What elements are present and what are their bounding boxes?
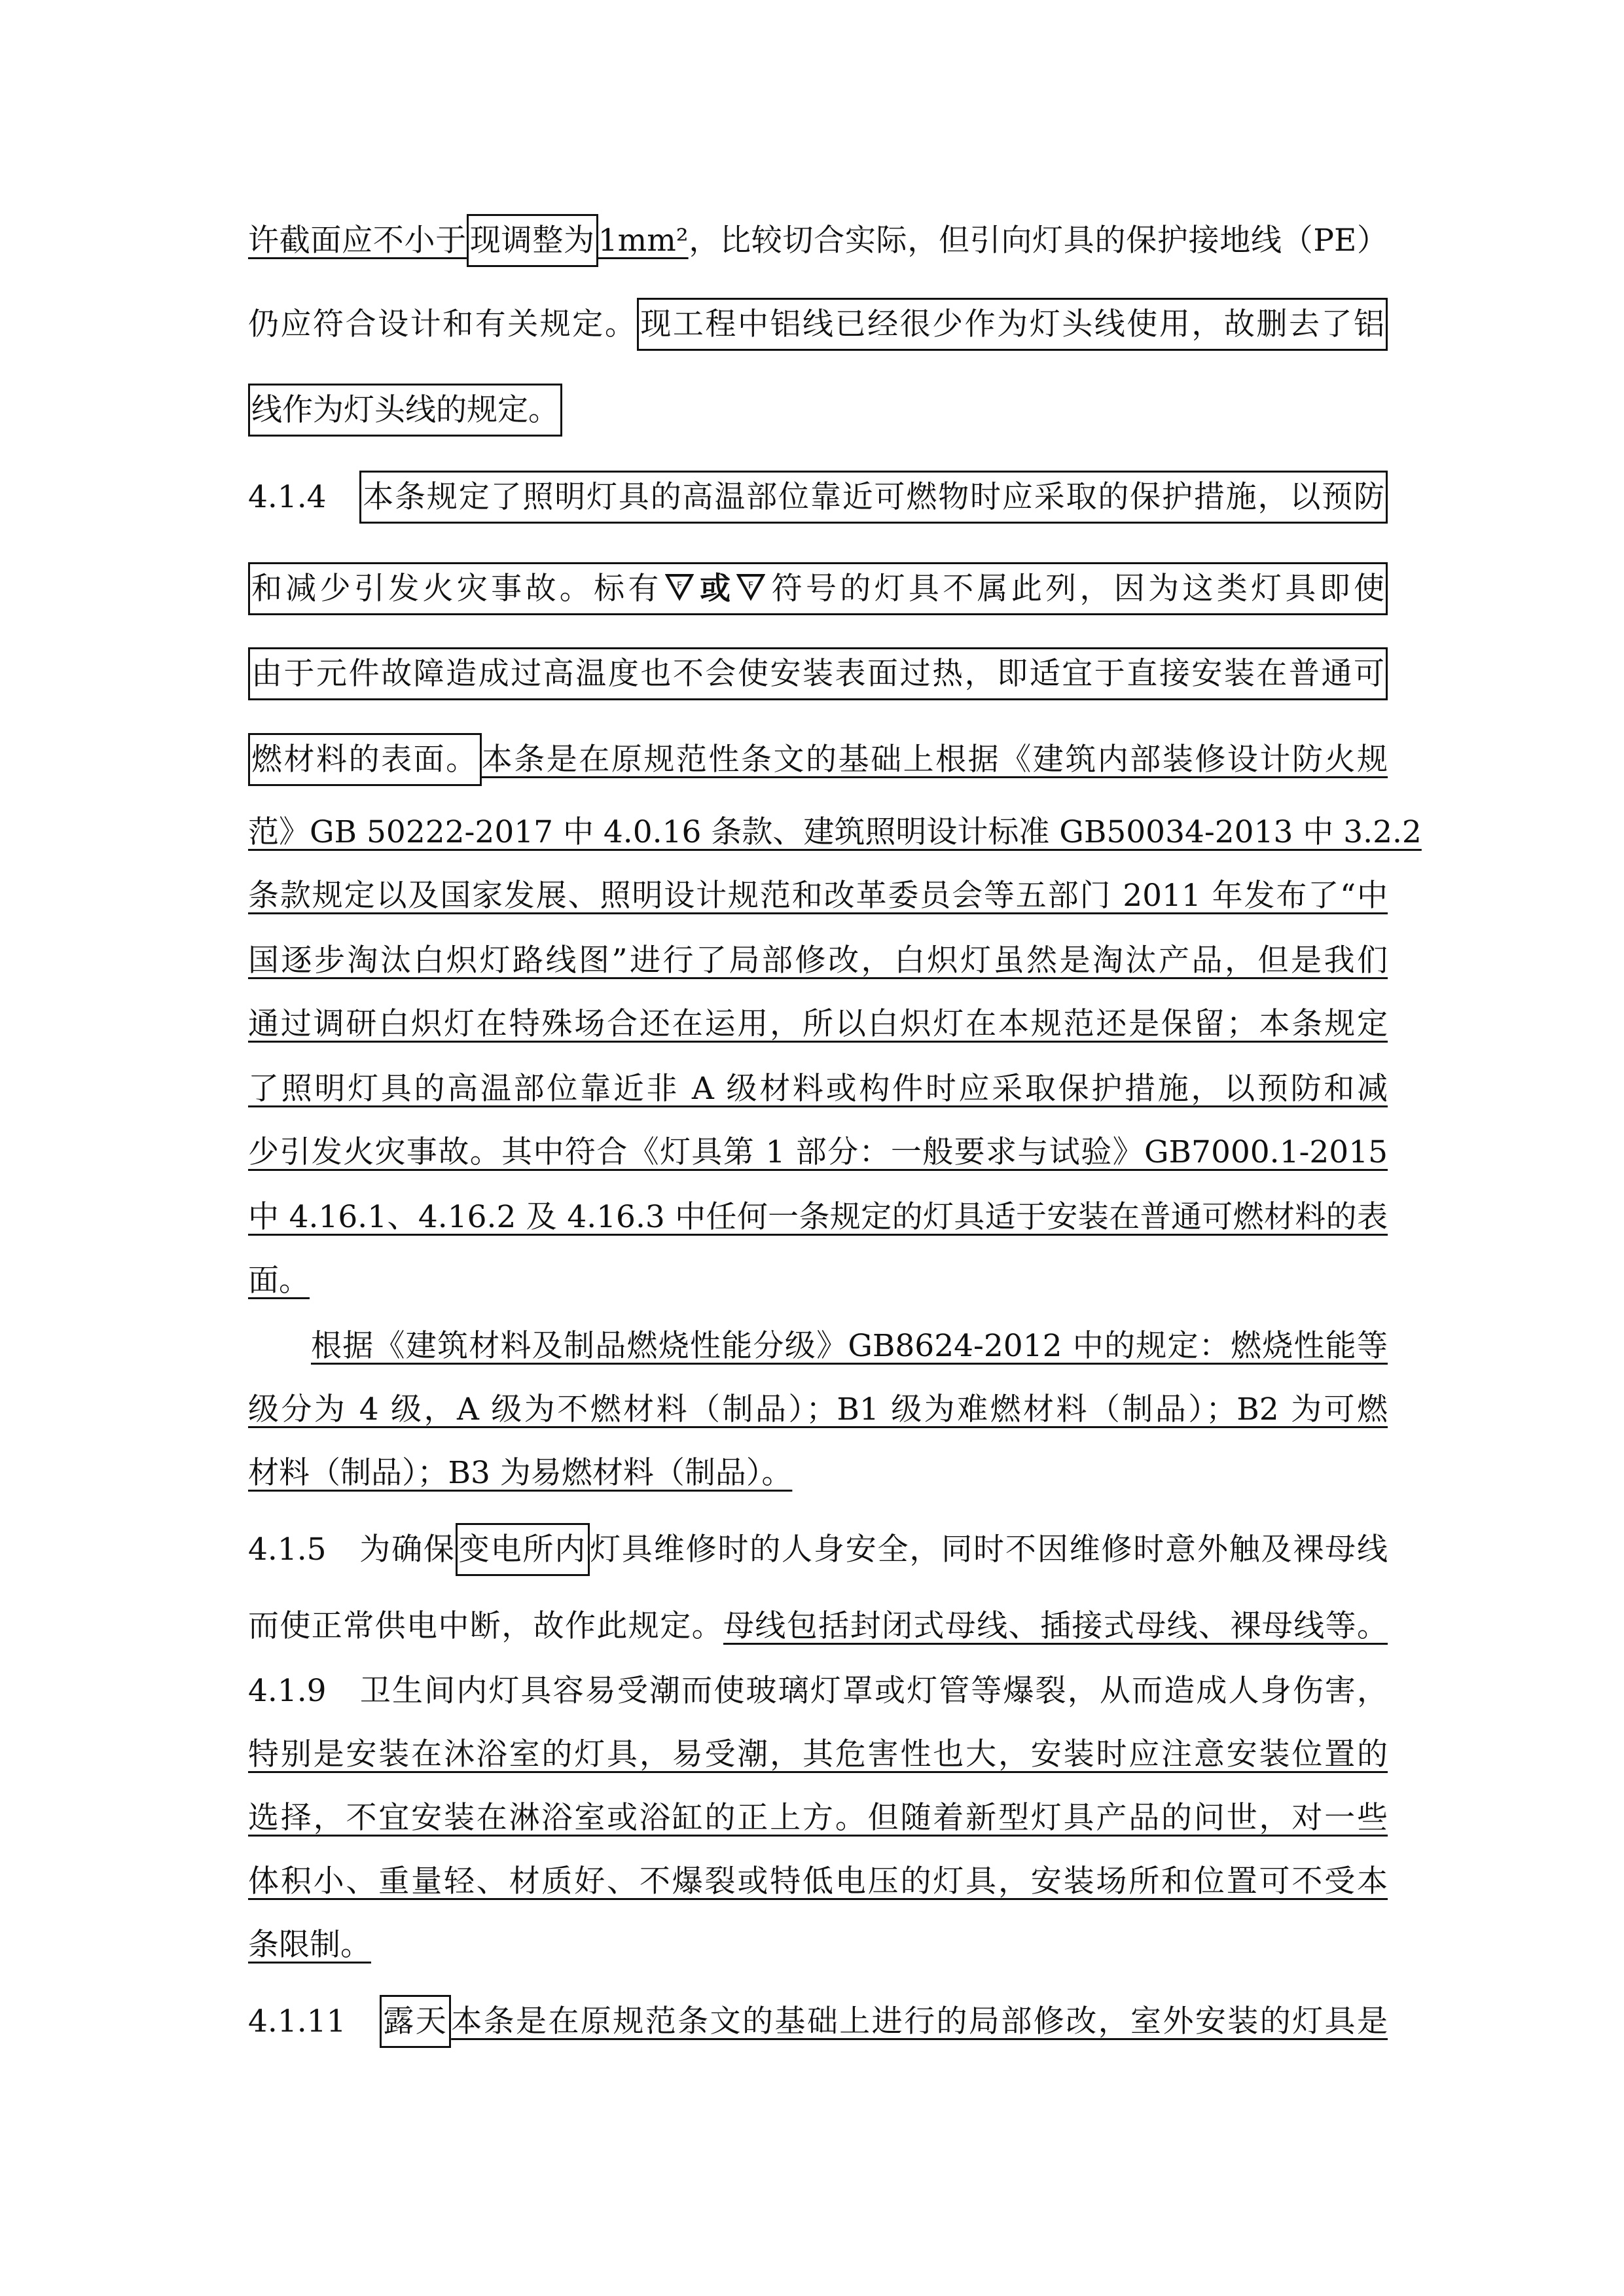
text-segment: 4.1.5 为确保	[248, 1532, 456, 1568]
underlined-text: 本条是在原规范性条文的基础上根据《建筑内部装修设计防火规	[481, 742, 1388, 778]
underlined-text: 级分为 4 级，A 级为不燃材料（制品）；B1 级为难燃材料（制品）；B2 为可燃	[248, 1391, 1388, 1427]
text-segment: 仍应符合设计和有关规定。	[248, 306, 638, 342]
boxed-text: 现工程中铝线已经很少作为灯头线使用，故删去了铝	[637, 298, 1388, 351]
text-line	[248, 998, 1388, 1050]
underlined-text: 根据《建筑材料及制品燃烧性能分级》GB8624-2012 中的规定：燃烧性能等	[311, 1328, 1388, 1364]
underlined-text: 母线包括封闭式母线、插接式母线、裸母线等。	[723, 1608, 1388, 1644]
text-line	[248, 935, 1388, 987]
text-segment: 符号的灯具不属此列，因为这类灯具即使	[768, 571, 1384, 607]
text-segment: 和减少引发火灾事故。标有	[251, 571, 662, 607]
underlined-text: 范》GB 50222-2017 中 4.0.16 条款、建筑照明设计标准 GB50034-2013 中 3.2.2	[248, 814, 1422, 850]
underlined-text: 1mm²	[598, 223, 689, 259]
text-line	[248, 1996, 1388, 2048]
text-line	[248, 1447, 1388, 1499]
text-segment: 4.1.9 卫生间内灯具容易受潮而使玻璃灯罩或灯管等爆裂，从而造成人身伤害，	[248, 1673, 1388, 1709]
boxed-text: 由于元件故障造成过高温度也不会使安装表面过热，即适宜于直接安装在普通可	[248, 647, 1388, 700]
boxed-text: 变电所内	[456, 1523, 590, 1576]
underlined-text: 体积小、重量轻、材质好、不爆裂或特低电压的灯具，安装场所和位置可不受本	[248, 1863, 1388, 1899]
text-line	[248, 563, 1388, 615]
text-line	[248, 1255, 1388, 1307]
underlined-text: 材料（制品）；B3 为易燃材料（制品）。	[248, 1455, 793, 1491]
text-line	[248, 648, 1388, 700]
underlined-text: 少引发火灾事故。其中符合《灯具第 1 部分：一般要求与试验》GB7000.1-2015	[248, 1134, 1388, 1170]
text-line	[248, 870, 1388, 922]
text-line	[248, 298, 1388, 351]
boxed-text: 现调整为	[467, 214, 598, 267]
underlined-text: 选择，不宜安装在淋浴室或浴缸的正上方。但随着新型灯具产品的问世，对一些	[248, 1800, 1388, 1836]
text-line	[248, 734, 1388, 786]
text-segment: 4.1.11	[248, 2003, 380, 2039]
text-line	[248, 1792, 1388, 1844]
underlined-text: 条款规定以及国家发展、照明设计规范和改革委员会等五部门 2011 年发布了“中	[248, 878, 1388, 914]
text-line	[248, 1665, 1388, 1717]
boxed-text: 线作为灯头线的规定。	[248, 384, 562, 437]
text-segment: 灯具维修时的人身安全，同时不因维修时意外触及裸母线	[590, 1532, 1388, 1568]
boxed-text: 本条规定了照明灯具的高温部位靠近可燃物时应采取的保护措施，以预防	[359, 471, 1388, 524]
underlined-text: 条限制。	[248, 1927, 371, 1963]
text-segment: 而使正常供电中断，故作此规定。	[248, 1608, 723, 1644]
underlined-text: 特别是安装在沐浴室的灯具，易受潮，其危害性也大，安装时应注意安装位置的	[248, 1736, 1388, 1772]
f-triangle-icon	[665, 565, 694, 617]
text-segment: 4.1.4	[248, 479, 360, 515]
text-line	[248, 471, 1388, 524]
text-line	[248, 215, 1388, 267]
underlined-text: 了照明灯具的高温部位靠近非 A 级材料或构件时应采取保护措施，以预防和减	[248, 1071, 1388, 1107]
text-segment: ，比较切合实际，但引向灯具的保护接地线（PE）	[688, 223, 1388, 259]
underlined-text: 本条是在原规范条文的基础上进行的局部修改，室外安装的灯具是	[451, 2003, 1388, 2039]
boxed-text	[248, 562, 1388, 615]
text-line	[248, 1063, 1388, 1115]
text-line	[248, 1320, 1388, 1372]
svg-text:F: F	[676, 581, 682, 591]
f-triangle-icon	[736, 565, 765, 617]
text-line	[248, 1856, 1388, 1908]
text-line	[248, 1729, 1388, 1781]
text-line	[248, 1191, 1388, 1244]
text-line	[248, 806, 1422, 859]
underlined-text: 国逐步淘汰白炽灯路线图”进行了局部修改，白炽灯虽然是淘汰产品，但是我们	[248, 942, 1388, 978]
text-line	[248, 1600, 1388, 1653]
svg-text:F: F	[748, 581, 754, 591]
text-line	[248, 1384, 1388, 1436]
fire-rating-symbol-or: 或	[696, 571, 734, 607]
text-line	[248, 1919, 1388, 1971]
boxed-text: 露天	[380, 1995, 451, 2048]
underlined-text: 通过调研白炽灯在特殊场合还在运用，所以白炽灯在本规范还是保留；本条规定	[248, 1006, 1388, 1042]
boxed-text: 燃材料的表面。	[248, 733, 482, 786]
text-line	[248, 1524, 1388, 1576]
underlined-text: 面。	[248, 1263, 310, 1299]
text-line	[248, 384, 1388, 437]
underlined-text: 中 4.16.1、4.16.2 及 4.16.3 中任何一条规定的灯具适于安装在普通可燃材料的表	[248, 1199, 1388, 1235]
underlined-text: 许截面应不小于	[248, 223, 467, 259]
text-line	[248, 1126, 1388, 1179]
